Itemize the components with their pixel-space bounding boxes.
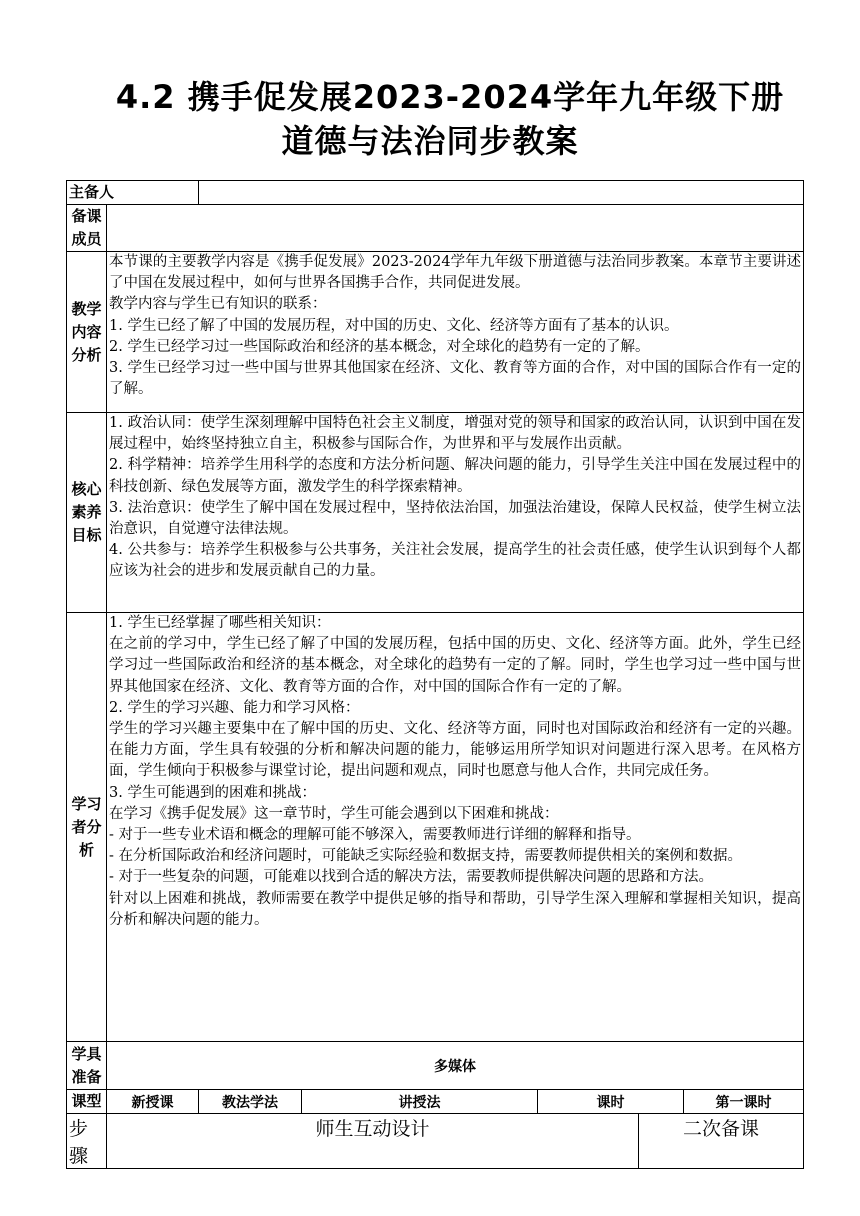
learner-para: 1. 学生已经掌握了哪些相关知识： — [109, 615, 331, 631]
core-goals-cell — [107, 413, 804, 613]
goal-para: 4. 公共参与：培养学生积极参与公共事务，关注社会发展，提高学生的社会责任感，使学生认识到每个人都应该为社会的进步和发展贡献自己的力量。 — [109, 542, 802, 580]
document-title-line1: 4.2 携手促发展2023-2024学年九年级下册 — [115, 78, 785, 116]
learner-para: 学生的学习兴趣主要集中在了解中国的历史、文化、经济等方面，同时也对国际政治和经济有一定的兴趣。在能力方面，学生具有较强的分析和解决问题的能力，能够运用所学知识对问题进行深入思考。在风格方面，学生倾向于积极参与课堂讨论，提出问题和观点，同时也愿意与他人合作，共同完成任务。 — [109, 721, 802, 780]
goal-para: 2. 科学精神：培养学生用科学的态度和方法分析问题、解决问题的能力，引导学生关注中国在发展过程中的科技创新、绿色发展等方面，激发学生的科学探索精神。 — [109, 457, 802, 495]
label-interaction-design: 师生互动设计 — [107, 1114, 639, 1169]
content-para: 1. 学生已经了解了中国的发展历程，对中国的历史、文化、经济等方面有了基本的认识。 — [109, 317, 679, 334]
learner-para: 在之前的学习中，学生已经了解了中国的发展历程，包括中国的历史、文化、经济等方面。此外，学生已经学习过一些国际政治和经济的基本概念，对全球化的趋势有一定的了解。同时，学生也学习过一些中国与世界其他国家在经济、文化、教育等方面的合作，对中国的国际合作有一定的了解。 — [109, 636, 802, 695]
teaching-method-value: 讲授法 — [302, 1090, 538, 1114]
label-teaching-method: 教法学法 — [199, 1090, 302, 1114]
learner-para: 2. 学生的学习兴趣、能力和学习风格： — [109, 699, 360, 716]
class-hours-value: 第一课时 — [684, 1090, 804, 1114]
members-value — [107, 205, 804, 252]
lead-value — [199, 181, 804, 205]
learner-para: - 对于一些专业术语和概念的理解可能不够深入，需要教师进行详细的解释和指导。 — [109, 827, 641, 844]
learner-para: - 在分析国际政治和经济问题时，可能缺乏实际经验和数据支持，需要教师提供相关的案例和数据。 — [109, 848, 743, 865]
learner-para: - 对于一些复杂的问题，可能难以找到合适的解决方法，需要教师提供解决问题的思路和方法。 — [109, 869, 714, 886]
label-lead: 主备人 — [67, 181, 199, 205]
label-second-prep: 二次备课 — [639, 1114, 804, 1169]
label-tools: 学具准备 — [67, 1042, 107, 1090]
goal-para: 3. 法治意识：使学生了解中国在发展过程中，坚持依法治国，加强法治建设，保障人民权益，使学生树立法治意识，自觉遵守法律法规。 — [109, 499, 802, 538]
lesson-type-value: 新授课 — [107, 1090, 199, 1114]
label-class-hours: 课时 — [538, 1090, 684, 1114]
label-core-goals: 核心素养目标 — [67, 413, 107, 613]
content-para: 3. 学生已经学习过一些中国与世界其他国家在经济、文化、教育等方面的合作，对中国的国际合作有一定的了解。 — [109, 360, 802, 398]
label-learner-analysis: 学习者分析 — [67, 613, 107, 1042]
learner-para: 3. 学生可能遇到的困难和挑战： — [109, 784, 316, 801]
label-members: 备课成员 — [67, 205, 107, 252]
content-para: 2. 学生已经学习过一些国际政治和经济的基本概念，对全球化的趋势有一定的了解。 — [109, 338, 650, 355]
learner-para: 针对以上困难和挑战，教师需要在教学中提供足够的指导和帮助，引导学生深入理解和掌握相关知识，提高分析和解决问题的能力。 — [109, 890, 802, 928]
label-content-analysis: 教学内容分析 — [67, 252, 107, 413]
label-lesson-type: 课型 — [67, 1090, 107, 1114]
tools-value: 多媒体 — [107, 1042, 804, 1090]
learner-para: 在学习《携手促发展》这一章节时，学生可能会遇到以下困难和挑战： — [109, 805, 559, 822]
goal-para: 1. 政治认同：使学生深刻理解中国特色社会主义制度，增强对党的领导和国家的政治认同，认识到中国在发展过程中，始终坚持独立自主，积极参与国际合作，为世界和平与发展作出贡献。 — [109, 415, 802, 453]
label-step: 步骤 — [67, 1114, 107, 1169]
lesson-plan-table — [66, 180, 804, 1169]
content-para: 教学内容与学生已有知识的联系： — [109, 296, 327, 313]
document-title-line2: 道德与法治同步教案 — [281, 122, 579, 160]
content-analysis-cell — [107, 252, 804, 413]
learner-analysis-cell — [107, 613, 804, 1042]
content-para: 本节课的主要教学内容是《携手促发展》2023-2024学年九年级下册道德与法治同步教案。本章节主要讲述了中国在发展过程中，如何与世界各国携手合作，共同促进发展。 — [109, 254, 802, 292]
